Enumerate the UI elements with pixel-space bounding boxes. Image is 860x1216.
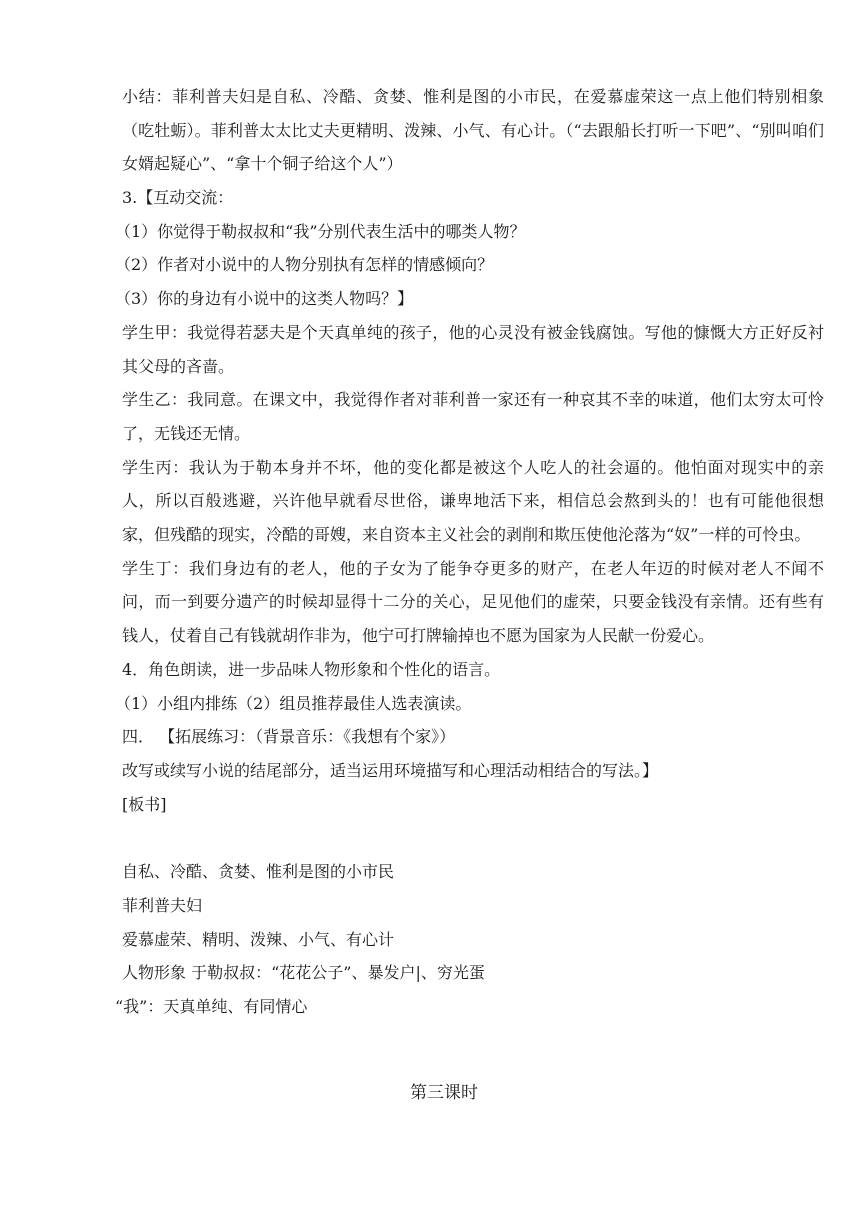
board-line-1: 自私、冷酷、贪婪、惟利是图的小市民 <box>122 862 395 882</box>
document-page <box>115 80 824 1110</box>
blank-gap <box>122 1024 824 1076</box>
board-line-2: 菲利普夫妇 <box>122 896 203 916</box>
student-a-paragraph: 学生甲：我觉得若瑟夫是个天真单纯的孩子，他的心灵没有被金钱腐蚀。写他的慷慨大方正好反衬其父母的吝啬。 <box>122 322 824 376</box>
section-four-heading: 四． 【拓展练习：（背景音乐：《我想有个家》） <box>122 727 456 747</box>
student-c-paragraph: 学生丙：我认为于勒本身并不坏，他的变化都是被这个人吃人的社会逼的。他怕面对现实中的亲人，所以百般逃避，兴许他早就看尽世俗，谦卑地活下来，相信总会熬到头的！也有可能他很想家，但残酷的现实，冷酷的哥嫂，来自资本主义社会的剥削和欺压使他沦落为“奴”一样的可怜虫。 <box>122 457 824 545</box>
section-4-item: （1）小组内排练（2）组员推荐最佳人选表演读。 <box>115 693 472 713</box>
student-b-paragraph: 学生乙：我同意。在课文中，我觉得作者对菲利普一家还有一种哀其不幸的味道，他们太穷太可怜了，无钱还无情。 <box>122 390 824 443</box>
question-2: （2）作者对小说中的人物分别执有怎样的情感倾向？ <box>115 255 494 275</box>
extension-task: 改写或续写小说的结尾部分，适当运用环境描写和心理活动相结合的写法。】 <box>122 760 659 780</box>
board-label: [板书] <box>122 794 167 814</box>
section-4-heading: 4．角色朗读，进一步品味人物形象和个性化的语言。 <box>122 659 501 679</box>
blank-line <box>122 821 824 855</box>
board-line-5: “我”：天真单纯、有同情心 <box>115 997 308 1017</box>
summary-paragraph: 小结：菲利普夫妇是自私、冷酷、贪婪、惟利是图的小市民，在爱慕虚荣这一点上他们特别相象（吃牡蛎）。菲利普太太比丈夫更精明、泼辣、小气、有心计。（“去跟船长打听一下吧”、“别叫咱们女婿起疑心”、“拿十个铜子给这个人”） <box>122 87 824 174</box>
board-line-3: 爱慕虚荣、精明、泼辣、小气、有心计 <box>122 929 395 949</box>
board-line-4: 人物形象 于勒叔叔：“花花公子”、暴发户|、穷光蛋 <box>122 963 485 983</box>
lesson-title: 第三课时 <box>410 1082 478 1103</box>
student-d-paragraph: 学生丁：我们身边有的老人，他的子女为了能争夺更多的财产，在老人年迈的时候对老人不闻不问，而一到要分遗产的时候却显得十二分的关心，足见他们的虚荣，只要金钱没有亲情。还有些有钱人，仗着自己有钱就胡作非为，他宁可打牌输掉也不愿为国家为人民献一份爱心。 <box>122 558 824 646</box>
question-1: （1）你觉得于勒叔叔和“我”分别代表生活中的哪类人物？ <box>115 221 526 241</box>
section-3-heading: 3.【互动交流： <box>122 188 234 208</box>
question-3: （3）你的身边有小说中的这类人物吗？】 <box>115 289 414 309</box>
